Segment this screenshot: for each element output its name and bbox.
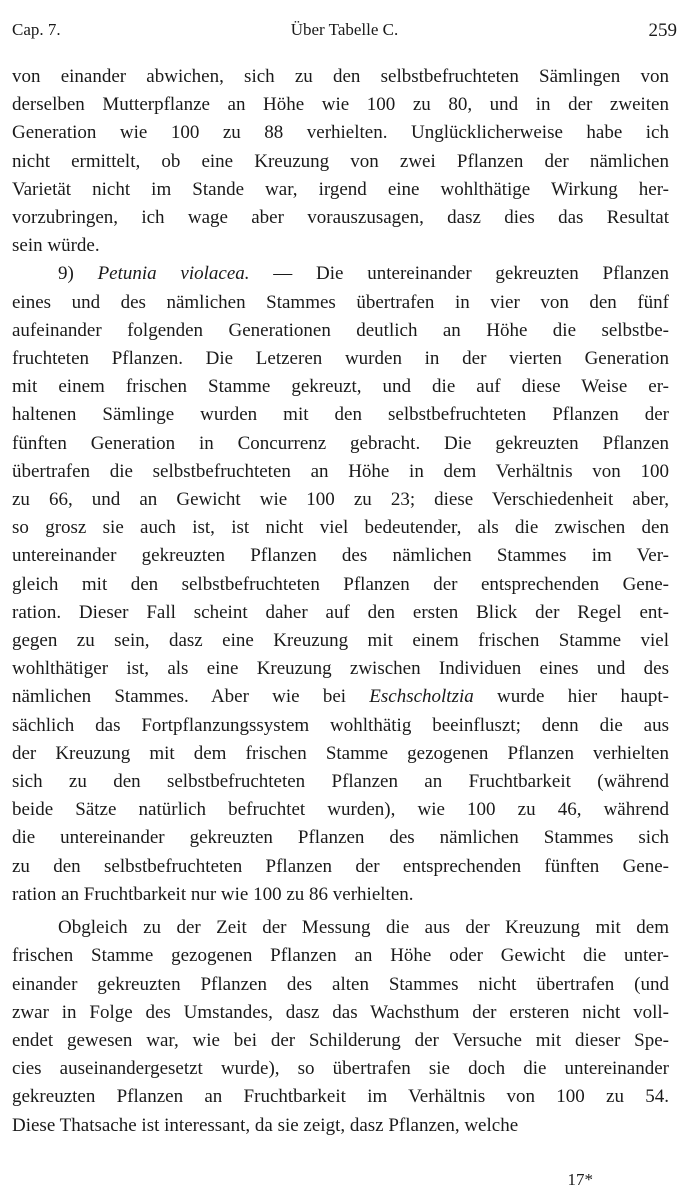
text-line: endet gewesen war, wie bei der Schilderung der Versuche mit dieser Spe- [12, 1029, 669, 1051]
text-line: Diese Thatsache ist interessant, da sie zeigt, dasz Pflanzen, welche [12, 1114, 519, 1136]
text-line: sich zu den selbstbefruchteten Pflanzen an Fruchtbarkeit (während [12, 771, 669, 793]
text-line: untereinander gekreuzten Pflanzen des nämlichen Stammes im Ver- [12, 545, 669, 567]
text-line: Varietät nicht im Stande war, irgend eine wohlthätige Wirkung her- [12, 178, 669, 200]
text-line: sein würde. [12, 235, 100, 257]
text-line: wohlthätiger ist, als eine Kreuzung zwischen Individuen eines und des [12, 658, 669, 680]
text-line: beide Sätze natürlich befruchtet wurden), wie 100 zu 46, während [12, 799, 669, 821]
text-line: gleich mit den selbstbefruchteten Pflanzen der entsprechenden Gene- [12, 573, 669, 595]
text-line: fruchteten Pflanzen. Die Letzeren wurden in der vierten Generation [12, 348, 669, 370]
paragraph [12, 260, 669, 909]
text-line: mit einem frischen Stamme gekreuzt, und die auf diese Weise er- [12, 376, 669, 398]
text-line: eines und des nämlichen Stammes übertrafen in vier von den fünf [12, 291, 669, 313]
text-line: so grosz sie auch ist, ist nicht viel bedeutender, als die zwischen den [12, 517, 669, 539]
text-line: nämlichen Stammes. Aber wie bei Eschscholtzia wurde hier haupt- [12, 686, 669, 708]
text-line: nicht ermittelt, ob eine Kreuzung von zwei Pflanzen der nämlichen [12, 150, 669, 172]
text-line: der Kreuzung mit dem frischen Stamme gezogenen Pflanzen verhielten [12, 742, 669, 764]
page-body [12, 63, 669, 1140]
text-line: sächlich das Fortpflanzungssystem wohlthätig beeinfluszt; denn die aus [12, 714, 669, 736]
text-line: von einander abwichen, sich zu den selbstbefruchteten Sämlingen von [12, 66, 669, 87]
text-line: gegen zu sein, dasz eine Kreuzung mit einem frischen Stamme viel [12, 630, 669, 652]
text-line: einander gekreuzten Pflanzen des alten Stammes nicht übertrafen (und [12, 973, 669, 995]
text-line: Obgleich zu der Zeit der Messung die aus der Kreuzung mit dem [58, 917, 669, 939]
text-line: haltenen Sämlinge wurden mit den selbstbefruchteten Pflanzen der [12, 404, 669, 426]
text-line: zu den selbstbefruchteten Pflanzen der entsprechenden fünften Gene- [12, 855, 669, 877]
text-line: gekreuzten Pflanzen an Fruchtbarkeit im Verhältnis von 100 zu 54. [12, 1086, 669, 1108]
text-line: ration an Fruchtbarkeit nur wie 100 zu 86 verhielten. [12, 883, 414, 905]
text-line: Generation wie 100 zu 88 verhielten. Unglücklicherweise habe ich [12, 122, 669, 144]
paragraph [12, 63, 669, 260]
page-number: 259 [648, 20, 677, 41]
text-line: zwar in Folge des Umstandes, dasz das Wachsthum der ersteren nicht voll- [12, 1001, 669, 1023]
text-line: aufeinander folgenden Generationen deutlich an Höhe die selbstbe- [12, 319, 669, 341]
chapter-label: Cap. 7. [12, 20, 61, 39]
text-line: derselben Mutterpflanze an Höhe wie 100 zu 80, und in der zweiten [12, 94, 669, 116]
text-line: fünften Generation in Concurrenz gebracht. Die gekreuzten Pflanzen [12, 432, 669, 454]
text-line: vorzubringen, ich wage aber vorauszusagen, dasz dies das Resultat [12, 207, 669, 229]
text-line: frischen Stamme gezogenen Pflanzen an Höhe oder Gewicht die unter- [12, 945, 669, 967]
text-line: 9) Petunia violacea. — Die untereinander gekreuzten Pflanzen [58, 263, 669, 285]
signature-mark: 17* [567, 1170, 593, 1189]
running-header [12, 20, 677, 44]
text-line: zu 66, und an Gewicht wie 100 zu 23; diese Verschiedenheit aber, [12, 489, 669, 511]
text-line: cies auseinandergesetzt wurde), so übertrafen sie doch die untereinander [12, 1058, 669, 1080]
text-line: die untereinander gekreuzten Pflanzen des nämlichen Stammes sich [12, 827, 669, 849]
text-line: ration. Dieser Fall scheint daher auf den ersten Blick der Regel ent- [12, 601, 669, 623]
running-title: Über Tabelle C. [290, 20, 399, 39]
paragraph [12, 914, 669, 1140]
text-line: übertrafen die selbstbefruchteten an Höhe in dem Verhältnis von 100 [12, 460, 669, 482]
